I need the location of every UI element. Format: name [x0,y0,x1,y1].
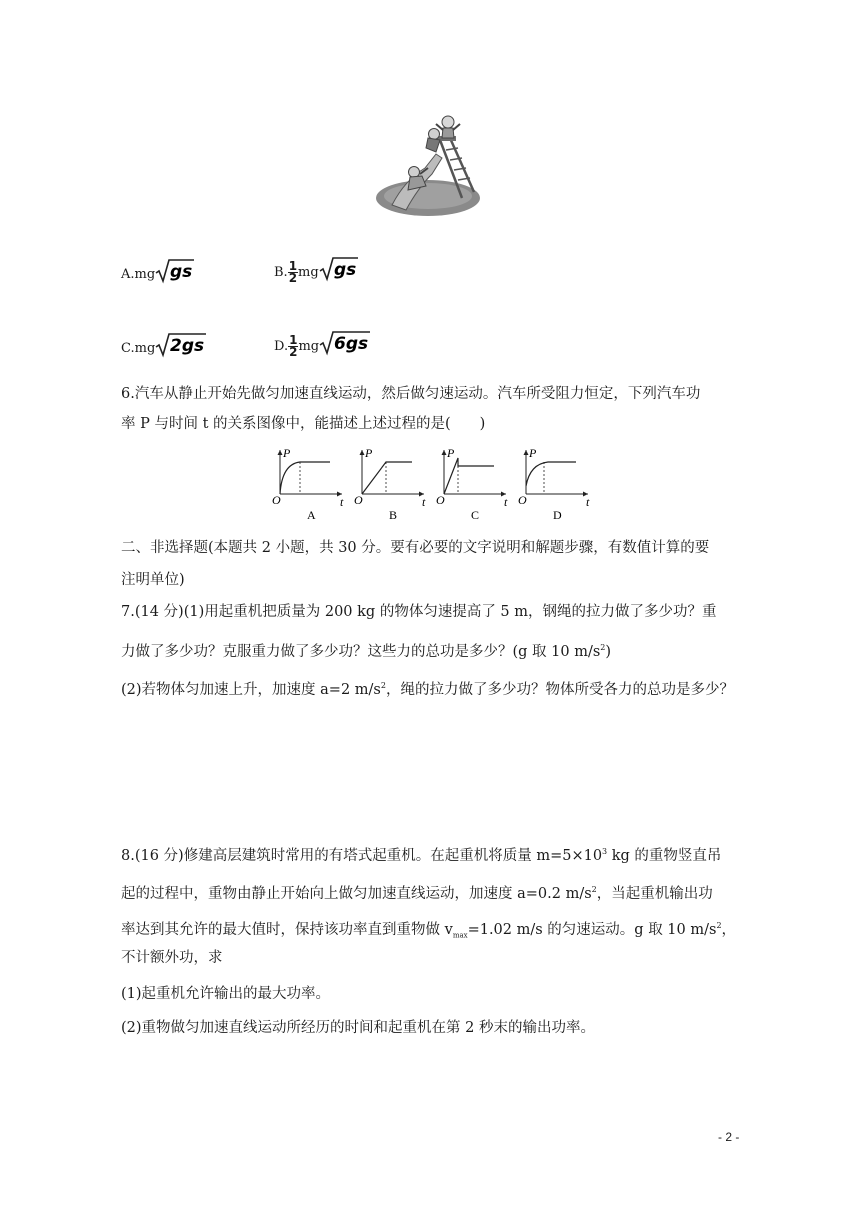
sqrt-expression [155,332,207,365]
power-time-graphs [262,446,592,524]
option-d-suffix: mg [298,339,320,354]
option-b-suffix: mg [298,265,319,280]
svg-text:C: C [471,508,480,522]
sqrt-expression [319,330,371,363]
svg-text:P: P [529,446,537,460]
svg-text:2gs: 2gs [170,336,205,356]
fraction-one-half: $\frac{1}{2}$ [288,259,298,285]
fraction-one-half: $\frac{1}{2}$ [289,333,298,359]
question-8-line-1: 8.(16 分)修建高层建筑时常用的有塔式起重机。在起重机将质量 $m=5\times 10^3$ kg 的重物竖直吊 [121,847,722,864]
option-b [274,256,359,289]
question-7-line-3: (2)若物体匀加速上升，加速度 a=2 $m/s^2$，绳的拉力做了多少功？物体所受各力的总功是多少？ [121,681,734,698]
section-2-line-1: 二、非选择题(本题共 2 小题，共 30 分。要有必要的文字说明和解题步骤，有数值计算的要 [121,540,710,556]
svg-text:P: P [447,446,455,460]
svg-text:P: P [365,446,373,460]
question-8-line-2: 起的过程中，重物由静止开始向上做匀加速直线运动，加速度 a=0.2 $m/s^2$，当起重机输出功 [121,885,713,902]
graph-a [272,446,344,522]
option-a-label: A.mg [121,267,156,282]
origin-label: O [272,493,281,507]
axis-p-label: P [283,446,291,460]
svg-text:O: O [518,493,527,507]
svg-text:O: O [436,493,445,507]
question-6-line-1: 6.汽车从静止开始先做匀加速直线运动，然后做匀速运动。汽车所受阻力恒定，下列汽车功 [121,386,701,402]
svg-text:t: t [586,495,590,509]
svg-text:D: D [553,508,562,522]
sqrt-expression [319,256,359,289]
svg-text:gs: gs [333,260,356,280]
question-7-line-2: 力做了多少功？克服重力做了多少功？这些力的总功是多少？(g 取 10 $m/s^2$) [121,643,612,660]
svg-text:t: t [504,495,508,509]
option-c [121,332,207,365]
option-d-label: D. [274,339,289,354]
radicand: gs [170,262,193,282]
question-7-line-1: 7.(14 分)(1)用起重机把质量为 200 kg 的物体匀速提高了 5 m，钢绳的拉力做了多少功？重 [121,604,717,620]
children-on-slide-illustration [370,110,490,225]
svg-text:t: t [422,495,426,509]
axis-t-label: t [340,495,344,509]
svg-text:B: B [389,508,398,522]
svg-text:O: O [354,493,363,507]
question-8-line-6: (2)重物做匀加速直线运动所经历的时间和起重机在第 2 秒末的输出功率。 [121,1020,595,1036]
question-8-line-4: 不计额外功，求 [121,950,223,966]
option-a [121,258,195,291]
page-number: - 2 - [718,1130,740,1144]
question-8-line-5: (1)起重机允许输出的最大功率。 [121,986,331,1002]
graph-c [436,446,508,522]
svg-text:6gs: 6gs [334,334,369,354]
sqrt-expression [155,258,195,291]
option-c-label: C.mg [121,341,156,356]
option-d [274,330,371,363]
question-8-line-3: 率达到其允许的最大值时，保持该功率直到重物做 $v_{max}=1.02$ m/s 的匀速运动。g 取 10 $m/s^2$， [121,921,737,940]
graph-d [518,446,590,522]
section-2-line-2: 注明单位) [121,572,185,588]
graph-label: A [307,508,316,522]
graph-b [354,446,426,522]
question-6-line-2: 率 P 与时间 t 的关系图像中，能描述上述过程的是( ) [121,416,486,432]
option-b-label: B. [274,265,288,280]
